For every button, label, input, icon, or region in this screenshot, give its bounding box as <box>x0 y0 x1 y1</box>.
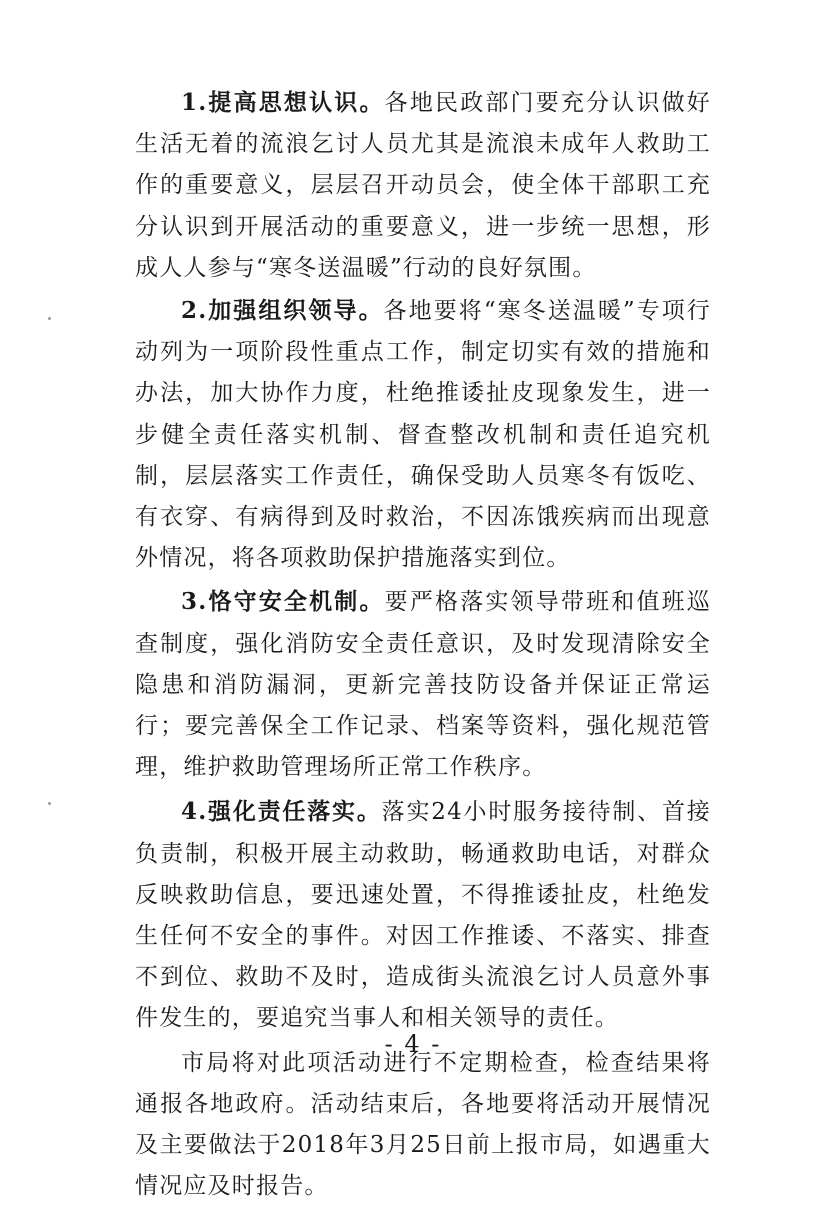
paragraph-2-heading: 2.加强组织领导。 <box>181 297 384 325</box>
paragraph-1-text: 各地民政部门要充分认识做好生活无着的流浪乞讨人员尤其是流浪未成年人救助工作的重要意义，层层召开动员会，使全体干部职工充分认识到开展活动的重要意义，进一步统一思想，形成人人参与“寒冬送温暖”行动的良好氛围。 <box>135 90 712 281</box>
scan-speck <box>48 802 51 805</box>
page-number: - 4 - <box>384 1030 442 1058</box>
paragraph-5 <box>135 1043 711 1207</box>
paragraph-2-text: 各地要将“寒冬送温暖”专项行动列为一项阶段性重点工作，制定切实有效的措施和办法，加大协作力度，杜绝推诿扯皮现象发生，进一步健全责任落实机制、督查整改机制和责任追究机制，层层落实工作责任，确保受助人员寒冬有饭吃、有衣穿、有病得到及时救治，不因冻饿疾病而出现意外情况，将各项救助保护措施落实到位。 <box>135 298 711 572</box>
paragraph-2 <box>135 290 711 579</box>
paragraph-3 <box>135 581 711 788</box>
paragraph-3-heading: 3.恪守安全机制。 <box>181 588 385 616</box>
paragraph-4 <box>135 791 711 1039</box>
paragraph-4-heading: 4.强化责任落实。 <box>181 798 382 826</box>
paragraph-3-text: 要严格落实领导带班和值班巡查制度，强化消防安全责任意识，及时发现清除安全隐患和消防漏洞，更新完善技防设备并保证正常运行；要完善保全工作记录、档案等资料，强化规范管理，维护救助管理场所正常工作秩序。 <box>135 589 712 781</box>
paragraph-1-heading: 1.提高思想认识。 <box>181 89 385 116</box>
scan-speck <box>48 317 51 320</box>
paragraph-5-text: 市局将对此项活动进行不定期检查，检查结果将通报各地政府。活动结束后，各地要将活动开展情况及主要做法于2018年3月25日前上报市局，如遇重大情况应及时报告。 <box>135 1049 711 1200</box>
paragraph-4-text: 落实24小时服务接待制、首接负责制，积极开展主动救助，畅通救助电话，对群众反映救助信息，要迅速处置，不得推诿扯皮，杜绝发生任何不安全的事件。对因工作推诿、不落实、排查不到位、救助不及时，造成街头流浪乞讨人员意外事件发生的，要追究当事人和相关领导的责任。 <box>135 799 711 1032</box>
paragraph-1 <box>135 82 711 289</box>
